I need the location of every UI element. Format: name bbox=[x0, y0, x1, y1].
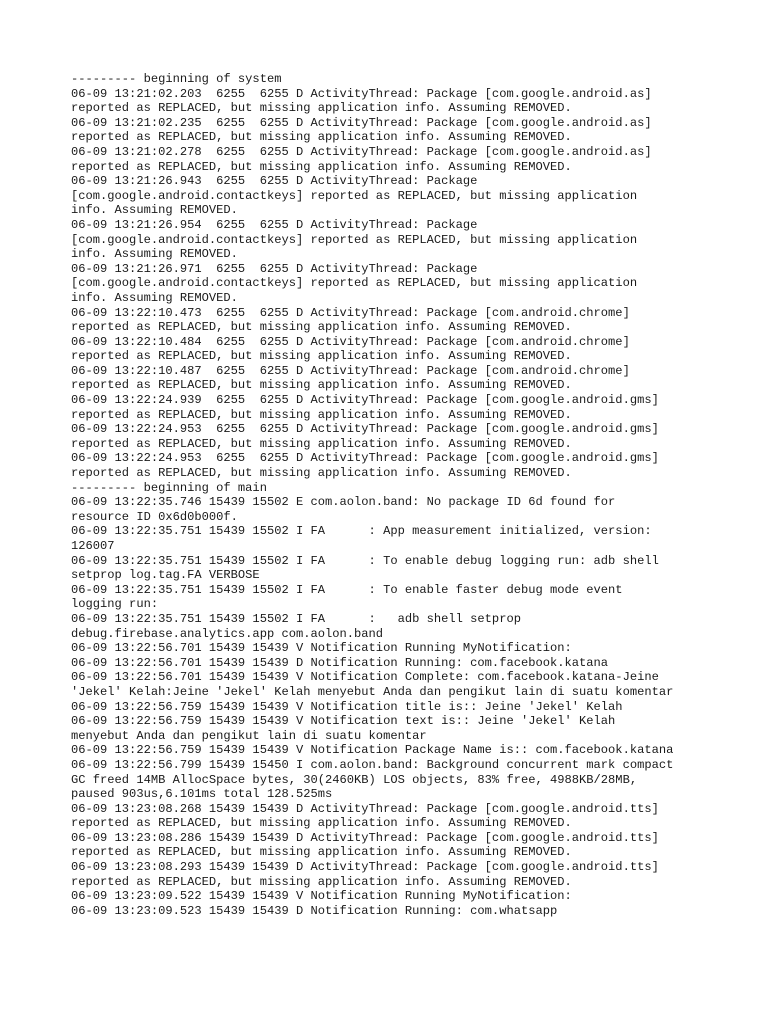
log-line: 06-09 13:23:08.268 15439 15439 D ActivityThread: Package [com.google.android.tts] bbox=[71, 801, 659, 816]
log-line: reported as REPLACED, but missing application info. Assuming REMOVED. bbox=[71, 816, 572, 831]
log-line: 06-09 13:22:10.473 6255 6255 D ActivityThread: Package [com.android.chrome] bbox=[71, 305, 630, 320]
log-line: 126007 bbox=[71, 539, 115, 553]
log-line: 06-09 13:22:35.751 15439 15502 I FA : To enable debug logging run: adb shell bbox=[71, 553, 659, 568]
log-line: 06-09 13:22:56.759 15439 15439 V Notification text is:: Jeine 'Jekel' Kelah bbox=[71, 714, 616, 729]
log-line: reported as REPLACED, but missing application info. Assuming REMOVED. bbox=[71, 436, 572, 451]
log-line: reported as REPLACED, but missing application info. Assuming REMOVED. bbox=[71, 159, 572, 174]
log-line: debug.firebase.analytics.app com.aolon.band bbox=[71, 626, 384, 641]
log-line: 06-09 13:23:08.293 15439 15439 D ActivityThread: Package [com.google.android.tts] bbox=[71, 860, 659, 875]
log-line: reported as REPLACED, but missing application info. Assuming REMOVED. bbox=[71, 378, 572, 393]
log-line: 06-09 13:22:24.953 6255 6255 D ActivityThread: Package [com.google.android.gms] bbox=[71, 422, 659, 437]
log-line: info. Assuming REMOVED. bbox=[71, 290, 238, 305]
log-line: reported as REPLACED, but missing application info. Assuming REMOVED. bbox=[71, 407, 572, 422]
log-line: 06-09 13:21:02.278 6255 6255 D ActivityThread: Package [com.google.android.as] bbox=[71, 144, 652, 159]
log-line: --------- beginning of system bbox=[71, 72, 282, 86]
log-line: 06-09 13:22:10.487 6255 6255 D ActivityThread: Package [com.android.chrome] bbox=[71, 363, 630, 378]
log-line: --------- beginning of main bbox=[71, 480, 267, 495]
log-line: reported as REPLACED, but missing application info. Assuming REMOVED. bbox=[71, 320, 572, 335]
log-line: 06-09 13:23:09.522 15439 15439 V Notification Running MyNotification: bbox=[71, 889, 572, 904]
log-line: 06-09 13:22:35.751 15439 15502 I FA : To enable faster debug mode event bbox=[71, 582, 623, 597]
log-line: 06-09 13:22:24.953 6255 6255 D ActivityThread: Package [com.google.android.gms] bbox=[71, 451, 659, 466]
log-line: 06-09 13:22:24.939 6255 6255 D ActivityThread: Package [com.google.android.gms] bbox=[71, 393, 659, 408]
log-line: reported as REPLACED, but missing application info. Assuming REMOVED. bbox=[71, 349, 572, 364]
log-line: 06-09 13:22:56.759 15439 15439 V Notification title is:: Jeine 'Jekel' Kelah bbox=[71, 699, 623, 714]
log-line: [com.google.android.contactkeys] reported as REPLACED, but missing application bbox=[71, 188, 638, 203]
log-line: 06-09 13:22:10.484 6255 6255 D ActivityThread: Package [com.android.chrome] bbox=[71, 334, 630, 349]
log-line: reported as REPLACED, but missing application info. Assuming REMOVED. bbox=[71, 466, 572, 481]
log-line: info. Assuming REMOVED. bbox=[71, 203, 238, 218]
log-line: 06-09 13:21:02.203 6255 6255 D ActivityThread: Package [com.google.android.as] bbox=[71, 86, 652, 101]
log-line: 06-09 13:22:56.701 15439 15439 D Notification Running: com.facebook.katana bbox=[71, 655, 609, 670]
log-line: 06-09 13:22:56.701 15439 15439 V Notification Complete: com.facebook.katana-Jeine bbox=[71, 670, 659, 685]
log-line: logging run: bbox=[71, 597, 159, 612]
log-line: reported as REPLACED, but missing application info. Assuming REMOVED. bbox=[71, 130, 572, 145]
log-line: [com.google.android.contactkeys] reported as REPLACED, but missing application bbox=[71, 232, 638, 247]
log-line: resource ID 0x6d0b000f. bbox=[71, 509, 238, 524]
log-line: setprop log.tag.FA VERBOSE bbox=[71, 568, 260, 583]
log-line: 06-09 13:21:02.235 6255 6255 D ActivityThread: Package [com.google.android.as] bbox=[71, 115, 652, 130]
log-line: 06-09 13:21:26.943 6255 6255 D ActivityThread: Package bbox=[71, 174, 478, 189]
log-line: 06-09 13:21:26.954 6255 6255 D ActivityThread: Package bbox=[71, 217, 478, 232]
log-line: 06-09 13:22:35.751 15439 15502 I FA : adb shell setprop bbox=[71, 611, 521, 626]
log-line: info. Assuming REMOVED. bbox=[71, 247, 238, 262]
log-line: menyebut Anda dan pengikut lain di suatu komentar bbox=[71, 728, 427, 743]
log-line: 06-09 13:22:35.751 15439 15502 I FA : App measurement initialized, version: bbox=[71, 524, 652, 539]
log-text-block bbox=[71, 72, 711, 918]
log-line: 'Jekel' Kelah:Jeine 'Jekel' Kelah menyebut Anda dan pengikut lain di suatu komentar bbox=[71, 684, 674, 699]
log-line: 06-09 13:22:56.799 15439 15450 I com.aolon.band: Background concurrent mark compact bbox=[71, 757, 674, 772]
log-line: 06-09 13:22:56.701 15439 15439 V Notification Running MyNotification: bbox=[71, 641, 572, 656]
log-line: [com.google.android.contactkeys] reported as REPLACED, but missing application bbox=[71, 276, 638, 291]
log-line: 06-09 13:22:56.759 15439 15439 V Notification Package Name is:: com.facebook.katana bbox=[71, 743, 674, 758]
log-line: 06-09 13:23:09.523 15439 15439 D Notification Running: com.whatsapp bbox=[71, 903, 558, 918]
log-line: 06-09 13:23:08.286 15439 15439 D ActivityThread: Package [com.google.android.tts] bbox=[71, 830, 659, 845]
log-line: reported as REPLACED, but missing application info. Assuming REMOVED. bbox=[71, 101, 572, 116]
log-line: GC freed 14MB AllocSpace bytes, 30(2460KB) LOS objects, 83% free, 4988KB/28MB, bbox=[71, 772, 638, 787]
log-line: reported as REPLACED, but missing application info. Assuming REMOVED. bbox=[71, 874, 572, 889]
log-line: paused 903us,6.101ms total 128.525ms bbox=[71, 787, 333, 802]
log-line: reported as REPLACED, but missing application info. Assuming REMOVED. bbox=[71, 845, 572, 860]
log-line: 06-09 13:21:26.971 6255 6255 D ActivityThread: Package bbox=[71, 261, 478, 276]
log-line: 06-09 13:22:35.746 15439 15502 E com.aolon.band: No package ID 6d found for bbox=[71, 495, 616, 510]
